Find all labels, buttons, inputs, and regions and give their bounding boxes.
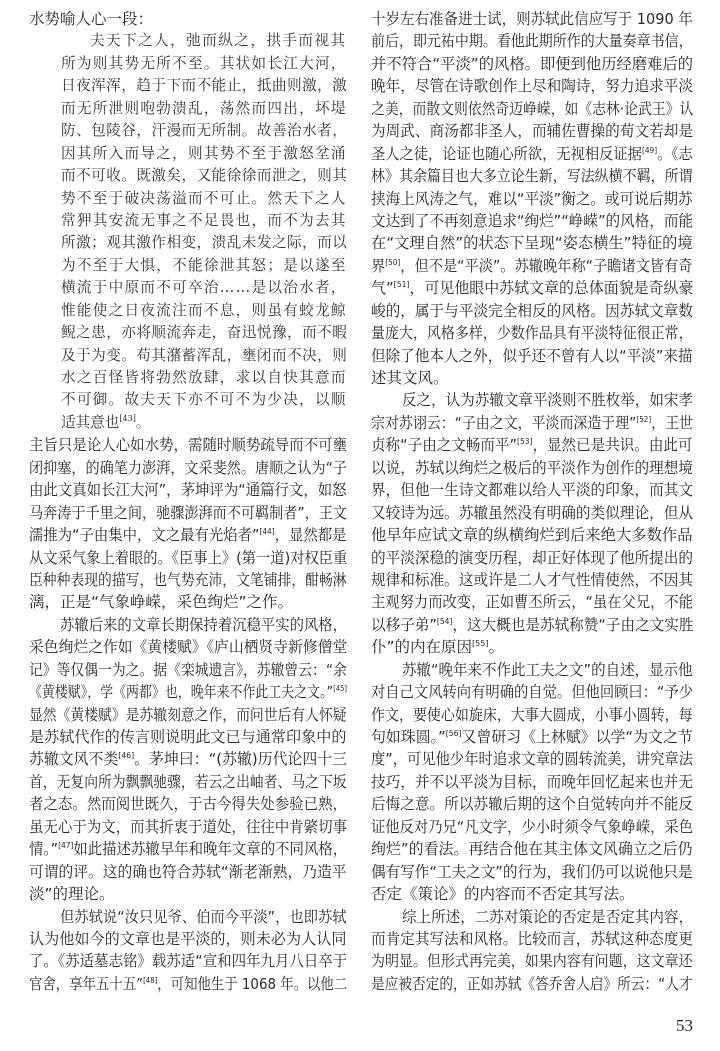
- text-line: [29, 591, 347, 613]
- line-text: 作文，要使心如旋床，大事大圆成，小事小圆转，每: [371, 705, 693, 724]
- line-text-continued: 又曾研习《上林赋》以学“为文之节: [461, 728, 693, 746]
- line-text: 臣种种表现的描写，也气势充沛，文笔铺排，酣畅淋: [29, 570, 347, 589]
- text-line: [371, 547, 693, 569]
- line-text-continued: 。: [488, 638, 504, 657]
- text-line: [371, 771, 693, 793]
- line-text: 气”: [371, 279, 394, 298]
- line-text: 以移子弟”: [371, 615, 437, 634]
- line-text: 以说，苏轼以绚烂之极后的平淡作为创作的理想境: [371, 458, 693, 477]
- line-text: 规律和标准。这或许是二人才气性情使然，不因其: [371, 570, 693, 589]
- line-text: 度”，可见他少年时追求文章的圆转流美，讲究章法: [371, 750, 693, 769]
- line-text: 及于为变。苟其潴蓄浑乱，壅闭而不决，则: [61, 346, 347, 364]
- line-text: 水势喻人心一段：: [29, 10, 154, 28]
- citation-ref: [51]: [393, 280, 410, 290]
- page-number: 53: [676, 1016, 693, 1035]
- citation-ref: [55]: [472, 639, 489, 649]
- text-line: [29, 636, 347, 658]
- line-text: 从文采气象上着眼的。《臣事上》(第一道)对权臣重: [29, 548, 347, 567]
- line-text: 偶有写作“工夫之文”的行为，我们仍可以说他只是: [371, 862, 693, 881]
- line-text: 十岁左右准备进士试，则苏轼此信应写于 1090 年: [371, 10, 693, 28]
- text-line: [371, 479, 693, 501]
- line-text: 宗对苏诩云：“子由之文，平淡而深造于理”: [371, 413, 637, 432]
- text-line: [371, 143, 693, 165]
- text-line: [371, 838, 693, 860]
- citation-ref: [46]: [118, 751, 135, 761]
- text-line: [29, 412, 347, 434]
- line-text: 又较诗为远。苏辙虽然没有明确的类似理论，但从: [371, 503, 693, 522]
- text-line: [29, 614, 347, 636]
- text-line: [29, 232, 347, 254]
- text-line: [371, 726, 693, 748]
- line-text: 漓，正是“气象峥嵘，采色绚烂”之作。: [29, 593, 294, 612]
- text-line: [29, 793, 347, 815]
- text-line: [371, 232, 693, 254]
- line-text: 为明显。但形式再完美，如果内容有问题，这文章还: [371, 952, 693, 971]
- text-line: [371, 434, 693, 456]
- line-text: 苏辙文风不类: [29, 750, 119, 769]
- text-line: [371, 861, 693, 883]
- text-line: [29, 345, 347, 367]
- text-line: [371, 367, 693, 389]
- line-text: 由此文真如长江大河”，茅坤评为“通篇行文，如怒: [29, 481, 347, 500]
- text-line: [29, 883, 347, 905]
- line-text: 了。《苏适墓志铭》载苏适“宣和四年九月八日卒于: [29, 952, 347, 971]
- text-line: [371, 950, 693, 972]
- line-text: 苏辙后来的文章长期保持着沉稳平实的风格，: [60, 615, 347, 634]
- line-text: 鲵之患，亦将顺流奔走，奋迅悦豫，而不暇: [61, 324, 347, 342]
- line-text: 而不可收。既激矣，又能徐徐而泄之，则其: [61, 167, 347, 185]
- text-line: [371, 75, 693, 97]
- line-text: 林》其余篇目也大多立论生新，写法纵横不羁，所谓: [371, 167, 693, 186]
- text-line: [29, 479, 347, 501]
- text-line: [29, 973, 347, 995]
- line-text: 在“文理自然”的状态下呈现“姿态横生”特征的境: [371, 234, 693, 253]
- line-text: 为不至于大惧，不能徐泄其怒；是以遂至: [61, 256, 347, 274]
- line-text-continued: ，王世: [651, 413, 693, 432]
- line-text: 苏辙“晚年来不作此工夫之文”的自述，显示他: [402, 660, 693, 679]
- line-text: 主观努力而改变，正如曹丕所云，“虽在父兄，不能: [371, 593, 693, 612]
- text-line: [29, 165, 347, 187]
- line-text: 常狎其安流无事之不足畏也，而不为去其: [61, 211, 347, 229]
- line-text-continued: 。《志: [657, 144, 693, 163]
- text-line: [371, 30, 693, 52]
- line-text: 官舍，享年五十五”: [29, 974, 144, 993]
- text-line: [29, 681, 347, 703]
- citation-ref: [48]: [143, 975, 158, 985]
- text-line: [371, 883, 693, 905]
- line-text: 采色绚烂之作如《黄楼赋》《庐山栖贤寺新修僧堂: [29, 638, 347, 657]
- line-text-continued: 。茅坤曰：“(苏辙)历代论四十三: [134, 750, 347, 769]
- text-line: [29, 30, 347, 52]
- text-line: [371, 614, 693, 636]
- line-text: 量庞大，风格多样，少数作品具有平淡特征很正常，: [371, 324, 693, 343]
- line-text: 惟能使之日夜流注而不息，则虽有蛟龙鲸: [61, 301, 347, 319]
- line-text-continued: ，但不是“平淡”。苏辙晚年称“子瞻诸文皆有奇: [400, 256, 693, 275]
- citation-ref: [56]: [445, 729, 462, 738]
- line-text: 并不符合“平淡”的风格。即便到他历经磨难后的: [371, 54, 693, 73]
- text-line: [29, 120, 347, 142]
- line-text: 绚烂”的看法。再结合他在其主体文风确立之后仍: [371, 840, 693, 859]
- line-text: 淡”的理论。: [29, 885, 115, 904]
- line-text: 他早年应试文章的纵横绚烂到后来绝大多数作品: [371, 526, 693, 545]
- line-text: 但苏轼说“汝只见爷、伯而今平淡”，也即苏轼: [60, 907, 347, 926]
- text-line: [29, 143, 347, 165]
- text-line: [29, 659, 347, 681]
- line-text: 之美，而散文则依然奇迈峥嵘，如《志林·论武王》认: [371, 99, 693, 118]
- line-text: 势不至于破决荡溢而不可止。然天下之人: [61, 189, 347, 207]
- citation-ref: [52]: [636, 414, 652, 424]
- line-text: 主旨只是论人心如水势，需随时顺势疏导而不可壅: [29, 436, 347, 455]
- text-line: [29, 457, 347, 479]
- line-text: 而肯定其写法和风格。比较而言，苏轼这种态度更: [371, 929, 693, 948]
- text-line: [371, 524, 693, 546]
- line-text: 综上所述，二苏对策论的否定是否定其内容，: [402, 907, 693, 926]
- text-line: [371, 569, 693, 591]
- line-text: 是应被否定的，正如苏轼《答乔舍人启》所云：“人才: [371, 974, 693, 993]
- line-text: 为周武、商汤都非圣人，而辅佐曹操的荀文若却是: [371, 122, 693, 141]
- text-line: [371, 793, 693, 815]
- line-text: 可谓的评。这的确也符合苏轼“渐老渐熟，乃造平: [29, 862, 347, 881]
- line-text: 所为则其势无所不至。其状如长江大河，: [61, 54, 347, 72]
- text-line: [371, 345, 693, 367]
- text-line: [371, 120, 693, 142]
- text-line: [371, 973, 693, 995]
- text-line: [371, 816, 693, 838]
- line-text: 晚年，尽管在诗歌创作上尽和陶诗，努力追求平淡: [371, 77, 693, 96]
- text-line: [29, 726, 347, 748]
- text-line: [29, 300, 347, 322]
- right-column: [371, 8, 693, 995]
- text-line: [371, 906, 693, 928]
- line-text: 记》等仅偶一为之。据《栾城遗言》，苏辙曾云：“余: [29, 660, 347, 679]
- line-text: 水之百怪皆将勃然放肆，求以自快其意而: [61, 369, 347, 386]
- citation-ref: [50]: [385, 257, 401, 267]
- line-text: 挟海上风涛之气，难以“平淡”衡之。或可说后期苏: [371, 189, 693, 208]
- text-line: [371, 636, 693, 658]
- line-text: 马奔涛于千里之间，驰骤澎湃而不可羁制者”，王文: [29, 503, 347, 522]
- text-line: [29, 389, 347, 411]
- line-text: 显然《黄楼赋》是苏辙刻意之作，而问世后有人怀疑: [29, 705, 347, 724]
- text-line: [371, 591, 693, 613]
- text-line: [29, 569, 347, 591]
- text-line: [29, 434, 347, 456]
- line-text: 闭抑塞，的确笔力澎湃，文采斐然。唐顺之认为“子: [29, 458, 347, 477]
- text-line: [29, 255, 347, 277]
- line-text: 夫天下之人，弛而纵之，拱手而视其: [90, 32, 347, 50]
- text-line: [371, 502, 693, 524]
- line-text: 反之，认为苏辙文章平淡则不胜枚举，如宋孝: [402, 391, 693, 410]
- text-line: [29, 928, 347, 950]
- line-text-continued: ，可见他眼中苏轼文章的总体面貌是奇纵豪: [409, 279, 693, 298]
- line-text: 文达到了不再刻意追求“绚烂”“峥嵘”的风格，而能: [371, 211, 693, 230]
- text-line: [371, 53, 693, 75]
- line-text: 适其意也: [61, 413, 120, 431]
- text-line: [371, 457, 693, 479]
- line-text-continued: ，显然都是: [274, 526, 347, 545]
- text-line: [371, 322, 693, 344]
- line-text: 而无所泄则咆勃溃乱，荡然而四出，坏堤: [61, 99, 347, 117]
- text-line: [371, 255, 693, 277]
- text-line: [371, 8, 693, 30]
- text-line: [371, 659, 693, 681]
- text-line: [371, 188, 693, 210]
- line-text: 所激；观其激作相变，溃乱未发之际，而以: [61, 234, 347, 252]
- line-text: 日夜浑浑，趋于下而不能止，抵曲则激，激: [61, 77, 347, 95]
- line-text-continued: ，这大概也是苏轼称赞“子由之文实胜: [452, 615, 693, 634]
- line-text: 濡推为“子由集中，文之最有光焰者”: [29, 526, 260, 545]
- line-text: 贞称“子由之文畅而平”: [371, 436, 518, 455]
- line-text-continued: 如此描述苏辙早年和晚年文章的不同风格，: [73, 840, 347, 859]
- line-text: 《黄楼赋》，学《两都》也，晚年来不作此工夫之文。”: [29, 683, 334, 702]
- text-line: [29, 502, 347, 524]
- text-line: [29, 704, 347, 726]
- line-text: 技巧，并不以平淡为目标，而晚年回忆起来也并无: [371, 772, 693, 791]
- line-text: 证他反对乃兄“凡文字，少小时须令气象峥嵘，采色: [371, 817, 693, 836]
- citation-ref: [49]: [641, 145, 658, 155]
- line-text: 首，无复向所为飘飘驰骤，若云之出岫者、马之下坂: [29, 772, 347, 791]
- line-text: 因其所入而导之，则其势不至于激怒坌涌: [61, 144, 347, 162]
- line-text: 不可御。故夫天下亦不可不为少决，以顺: [61, 391, 347, 409]
- text-line: [29, 75, 347, 97]
- citation-ref: [54]: [436, 616, 453, 626]
- line-text: 防、包陵谷，汗漫而无所制。故善治水者，: [61, 122, 347, 140]
- text-line: [29, 53, 347, 75]
- text-line: [371, 277, 693, 299]
- citation-ref: [44]: [259, 527, 275, 537]
- line-text: 界: [371, 256, 386, 275]
- line-text: 但除了他本人之外，似乎还不曾有人以“平淡”来描: [371, 346, 693, 365]
- line-text: 峻的，属于与平淡完全相反的风格。因苏轼文章数: [371, 301, 693, 320]
- line-text: 后悔之意。所以苏辙后期的这个自觉转向并不能反: [371, 795, 693, 814]
- line-text-continued: 。: [135, 413, 151, 431]
- line-text-continued: ，可知他生于 1068 年。以他二: [157, 974, 347, 993]
- line-text: 横流于中原而不可卒治……是以治水者，: [61, 279, 347, 297]
- citation-ref: [45]: [333, 684, 347, 694]
- line-text: 句如珠圆。”: [371, 728, 446, 746]
- line-text: 圣人之徒，论证也随心所欲，无视相反证据: [371, 144, 642, 163]
- text-line: [29, 98, 347, 120]
- line-text: 者之态。然而阅世既久，于古今得失处参验已熟，: [29, 795, 347, 814]
- text-line: [29, 861, 347, 883]
- text-line: [29, 277, 347, 299]
- line-text: 界，但他一生诗文都难以给人平淡的印象，而其文: [371, 481, 693, 500]
- line-text: 否定《策论》的内容而不否定其写法。: [371, 885, 635, 904]
- text-line: [29, 906, 347, 928]
- text-line: [371, 704, 693, 726]
- citation-ref: [43]: [119, 413, 136, 423]
- text-line: [371, 98, 693, 120]
- citation-ref: [47]: [58, 841, 74, 851]
- text-line: [371, 165, 693, 187]
- text-line: [371, 681, 693, 703]
- text-line: [371, 389, 693, 411]
- text-line: [29, 188, 347, 210]
- line-text-continued: ，显然已是共识。由此可: [532, 436, 693, 455]
- text-line: [371, 928, 693, 950]
- line-text: 述其文风。: [371, 369, 449, 387]
- text-line: [29, 748, 347, 770]
- line-text: 的平淡深稳的演变历程，却正好体现了他所提出的: [371, 548, 693, 567]
- line-text: 认为他如今的文章也是平淡的，则未必为人认同: [29, 929, 347, 948]
- text-line: [371, 300, 693, 322]
- text-line: [371, 748, 693, 770]
- text-line: [29, 950, 347, 972]
- line-text: 是苏轼代作的传言则说明此文已与通常印象中的: [29, 728, 347, 746]
- text-line: [29, 547, 347, 569]
- text-line: [29, 816, 347, 838]
- text-line: [29, 771, 347, 793]
- line-text: 对自己文风转向有明确的自觉。但他回顾曰：“予少: [371, 683, 693, 702]
- line-text: 仆”的内在原因: [371, 638, 473, 657]
- text-line: [371, 412, 693, 434]
- text-line: [29, 367, 347, 389]
- text-line: [371, 210, 693, 232]
- line-text: 情。”: [29, 840, 59, 859]
- text-line: [29, 322, 347, 344]
- line-text: 虽无心于为文，而其折衷于道处，往往中肯綮切事: [29, 817, 347, 836]
- citation-ref: [53]: [517, 437, 533, 447]
- left-column: [29, 8, 347, 995]
- text-line: [29, 524, 347, 546]
- text-line: [29, 838, 347, 860]
- text-line: [29, 8, 347, 30]
- text-line: [29, 210, 347, 232]
- line-text: 前后，即元祐中期。看他此期所作的大量奏章书信，: [371, 32, 693, 51]
